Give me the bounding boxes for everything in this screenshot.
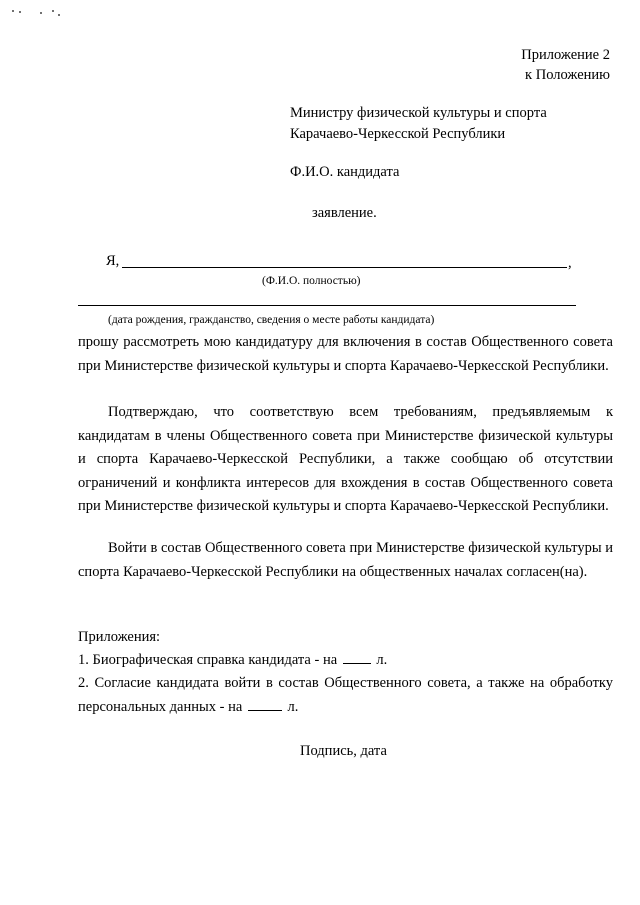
applicant-suffix: , xyxy=(568,255,572,271)
scan-artifact xyxy=(52,10,54,12)
details-caption: (дата рождения, гражданство, сведения о месте работы кандидата) xyxy=(108,314,435,326)
name-caption: (Ф.И.О. полностью) xyxy=(262,275,361,287)
consent-paragraph: Войти в состав Общественного совета при Министерстве физической культуры и спорта Карачаево-Черкесской Республики на общественных началах согласен(на). xyxy=(78,540,613,580)
scan-artifact xyxy=(19,11,21,13)
attachment-item-1-pages-blank[interactable] xyxy=(343,653,371,664)
attachment-item-1-text: 1. Биографическая справка кандидата - на xyxy=(78,652,338,668)
attachment-item-2-pages-blank[interactable] xyxy=(248,700,282,711)
attachment-item-2-text: 2. Согласие кандидата войти в состав Общественного совета, а также на обработку персональных данных - на xyxy=(78,675,613,715)
appendix-number: Приложение 2 xyxy=(521,47,610,63)
applicant-details-blank[interactable] xyxy=(78,305,576,306)
attachment-item-1-unit: л. xyxy=(376,652,388,668)
appendix-reference: к Положению xyxy=(525,67,610,83)
scan-artifact xyxy=(58,14,60,16)
document-title: заявление. xyxy=(312,205,377,221)
attachments-heading: Приложения: xyxy=(78,629,161,645)
attachment-item-2 xyxy=(78,672,613,719)
attachment-item-1 xyxy=(78,653,387,668)
scan-artifact xyxy=(12,10,14,12)
attachment-item-2-unit: л. xyxy=(287,698,299,715)
addressee-line-1: Министру физической культуры и спорта xyxy=(290,105,547,121)
scan-artifact xyxy=(40,12,42,14)
signature-label: Подпись, дата xyxy=(300,743,387,759)
candidate-name-label: Ф.И.О. кандидата xyxy=(290,164,400,180)
addressee-line-2: Карачаево-Черкесской Республики xyxy=(290,126,506,142)
request-paragraph: прошу рассмотреть мою кандидатуру для включения в состав Общественного совета при Министерстве физической культуры и спорта Карачаево-Черкесской Республики. xyxy=(78,334,613,374)
applicant-prefix: Я, xyxy=(106,253,120,269)
applicant-name-blank[interactable] xyxy=(122,267,567,268)
confirm-paragraph: Подтверждаю, что соответствую всем требованиям, предъявляемым к кандидатам в члены Общественного совета при Министерстве физической культуры и спорта Карачаево-Черкесской Республики, а также сообщаю об отсутствии ограничений и конфликта интересов для вхождения в состав Общественного совета при Министерстве физической культуры и спорта Карачаево-Черкесской Республики. xyxy=(78,404,613,515)
